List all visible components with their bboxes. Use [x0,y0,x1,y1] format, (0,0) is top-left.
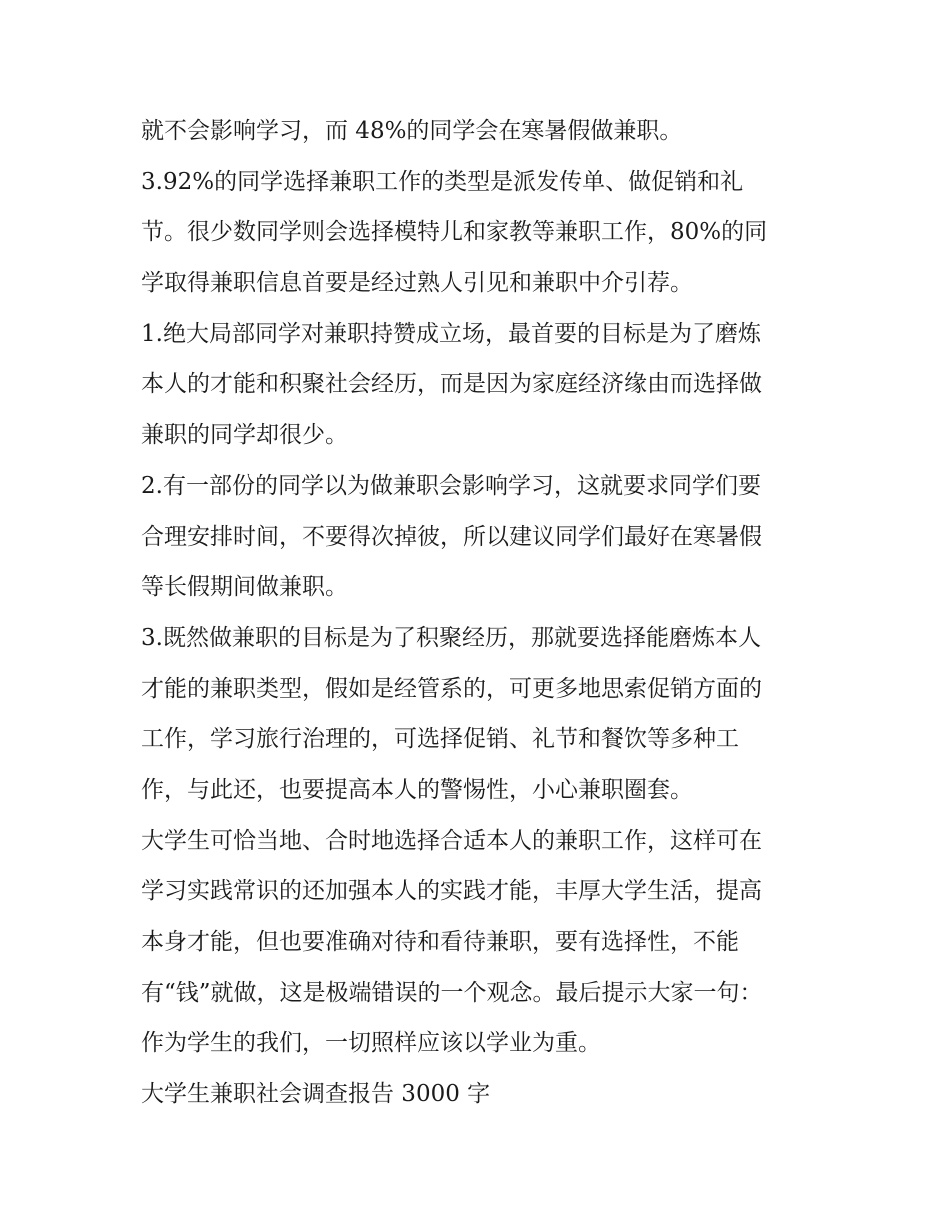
text-line: 1.绝大局部同学对兼职持赞成立场，最首要的目标是为了磨炼 [141,320,761,347]
text-line: 等长假期间做兼职。 [141,574,348,601]
text-line: 节。很少数同学则会选择模特儿和家教等兼职工作，80%的同 [141,219,768,246]
text-line: 学取得兼职信息首要是经过熟人引见和兼职中介引荐。 [141,270,693,297]
section-heading: 大学生兼职社会调查报告 3000 字 [141,1081,491,1108]
text-line: 合理安排时间，不要得次掉彼，所以建议同学们最好在寒暑假 [141,523,762,550]
text-line: 作，与此还，也要提高本人的警惕性，小心兼职圈套。 [141,776,693,803]
text-line: 才能的兼职类型，假如是经管系的，可更多地思索促销方面的 [141,675,762,702]
body-text [141,106,831,1120]
text-line: 3.92%的同学选择兼职工作的类型是派发传单、做促销和礼 [141,168,744,195]
text-line: 有“钱”就做，这是极端错误的一个观念。最后提示大家一句： [141,979,763,1006]
text-line: 2.有一部份的同学以为做兼职会影响学习，这就要求同学们要 [141,472,761,499]
text-line: 本人的才能和积聚社会经历，而是因为家庭经济缘由而选择做 [141,371,762,398]
text-line: 大学生可恰当地、合时地选择合适本人的兼职工作，这样可在 [141,827,762,854]
text-line: 本身才能，但也要准确对待和看待兼职，要有选择性，不能 [141,929,739,955]
text-line: 工作，学习旅行治理的，可选择促销、礼节和餐饮等多种工 [141,726,739,753]
text-line: 兼职的同学却很少。 [141,422,348,449]
text-line: 3.既然做兼职的目标是为了积聚经历，那就要选择能磨炼本人 [141,624,761,651]
text-line: 就不会影响学习，而 48%的同学会在寒暑假做兼职。 [141,118,683,144]
text-line: 作为学生的我们，一切照样应该以学业为重。 [141,1030,601,1057]
text-line: 学习实践常识的还加强本人的实践才能，丰厚大学生活，提高 [141,878,762,905]
